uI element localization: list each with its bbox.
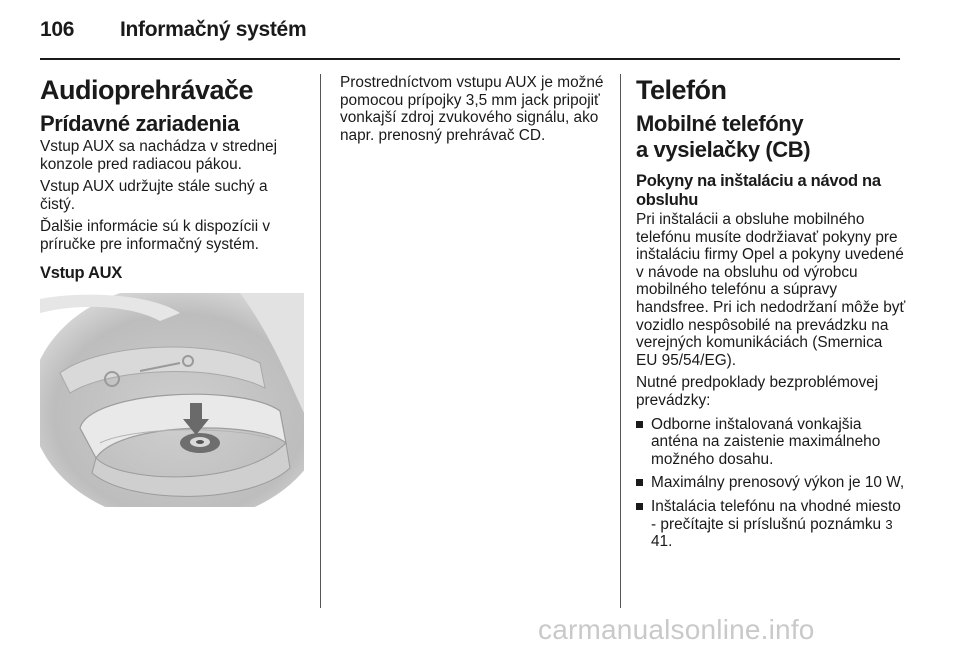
chapter-title-phone: Telefón — [636, 75, 727, 105]
aux-usage-paragraph: Prostredníctvom vstupu AUX je možné pomocou prípojky 3,5 mm jack pripojiť vonkajší zdroj zvukového signálu, ako napr. prenosný prehrávač CD. — [340, 74, 604, 144]
column-aux-text — [340, 74, 606, 149]
aux-care-paragraph: Vstup AUX udržujte stále suchý a čistý. — [40, 178, 268, 213]
installation-paragraph: Pri inštalácii a obsluhe mobilného telefónu musíte dodržiavať pokyny pre inštaláciu firmy Opel a pokyny uvedené v návode na obsluhu od výrobcu mobilného telefónu a súpravy handsfree. Pri ich nedodržaní môže byť vozidlo nespôsobilé na prevádzku na verejných komunikáciách (Smernica EU 95/54/EG). — [636, 211, 906, 369]
section-title-aux-devices: Prídavné zariadenia — [40, 111, 240, 136]
column-phone — [636, 74, 906, 557]
requirements-paragraph: Nutné predpoklady bezproblémovej prevádzky: — [636, 374, 879, 409]
column-divider — [620, 74, 621, 608]
section-title-mobile-line2: a vysielačky (CB) — [636, 137, 811, 162]
installation-heading: Pokyny na inštaláciu a návod na obsluhu — [636, 172, 881, 209]
requirements-list — [636, 416, 906, 551]
header-rule — [40, 58, 900, 60]
list-item: Inštalácia telefónu na vhodné miesto - prečítajte si príslušnú poznámku 3 41. — [636, 498, 906, 551]
watermark: carmanualsonline.info — [538, 614, 815, 645]
aux-info-paragraph: Ďalšie informácie sú k dispozícii v príručke pre informačný systém. — [40, 218, 271, 253]
aux-input-heading: Vstup AUX — [40, 263, 122, 282]
aux-location-paragraph: Vstup AUX sa nachádza v strednej konzole pred radiacou pákou. — [40, 138, 277, 173]
reference-page[interactable]: 41. — [651, 533, 673, 551]
aux-input-illustration — [40, 293, 304, 507]
column-divider — [320, 74, 321, 608]
page-number: 106 — [40, 18, 75, 41]
page-reference-icon: 3 — [885, 516, 893, 532]
page-header — [40, 18, 306, 42]
list-item: Maximálny prenosový výkon je 10 W, — [636, 474, 906, 492]
list-item: Odborne inštalovaná vonkajšia anténa na zaistenie maximálneho možného dosahu. — [636, 416, 906, 469]
section-title-mobile-line1: Mobilné telefóny — [636, 111, 804, 136]
column-audio — [40, 74, 304, 507]
section-title: Informačný systém — [120, 18, 307, 41]
chapter-title-audio: Audioprehrávače — [40, 75, 254, 105]
